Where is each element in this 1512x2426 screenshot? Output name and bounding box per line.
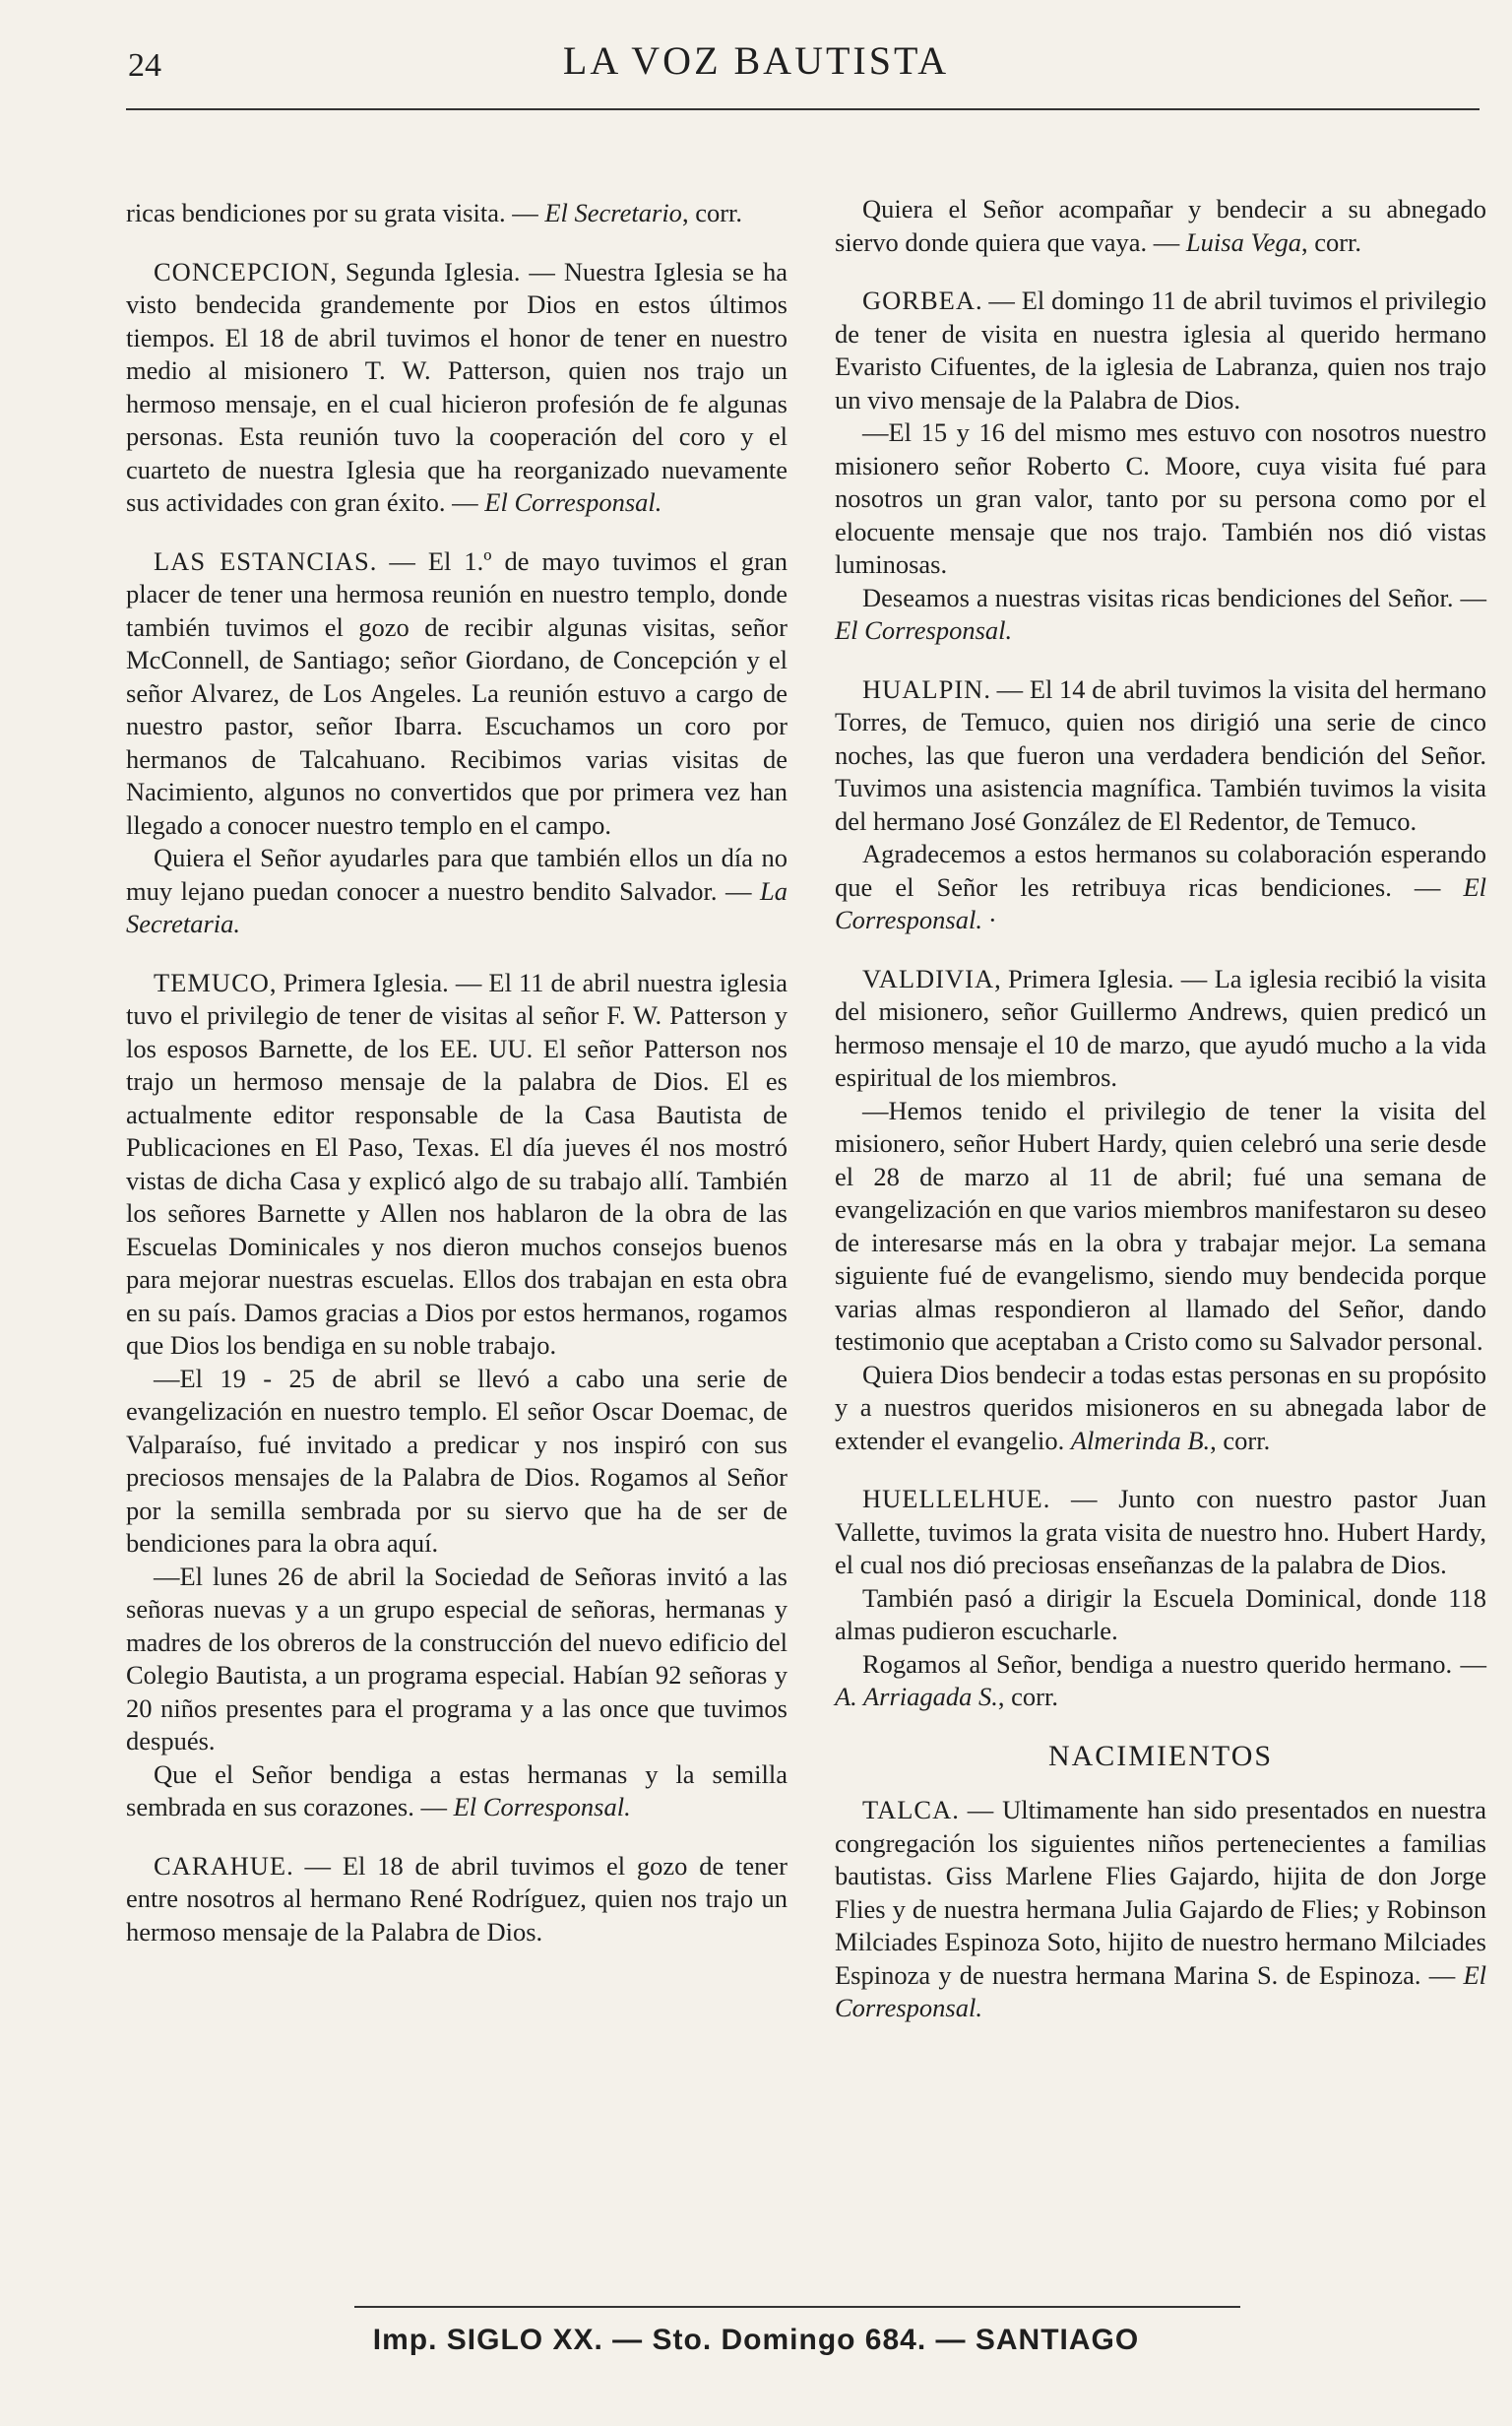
section-talca: TALCA. — Ultimamente han sido presentados en nuestra congregación los siguientes niños pertenecientes a familias bautistas. Giss Marlene Flies Gajardo, hijita de don Jorge Flies y de nuestra hermana Julia Gajardo de Flies; y Robinson Milciades Espinoza Soto, hijito de nuestro hermano Milciades Espinoza y de nuestra hermana Marina S. de Espinoza. — El Corresponsal. [835,1795,1486,2022]
running-head-title: LA VOZ BAUTISTA [562,38,950,83]
section-valdivia: VALDIVIA, Primera Iglesia. — La iglesia recibió la visita del misionero, señor Guillermo Andrews, quien predicó un hermoso mensaje el 10 de marzo, que ayudó mucho a la vida espiritual de los miembros. —Hemos tenido el privilegio de tener la visita del misionero, señor Hubert Hardy, quien celebró una serie desde el 28 de marzo al 11 de abril; fué una semana de evangelización en que varios miembros manifestaron su deseo de interesarse más en la obra y trabajar mejor. La semana siguiente fué de evangelismo, siendo muy bendecida porque varias almas respondieron al llamado del Señor, dando testimonio que aceptaban a Cristo como su Salvador personal. Quiera Dios bendecir a todas estas personas en su propósito y a nuestros queridos misioneros en su abnegada labor de extender el evangelio. Almerinda B., corr. [835,963,1486,1455]
place-name: HUELLELHUE [862,1484,1043,1513]
section-las-estancias: LAS ESTANCIAS. — El 1.º de mayo tuvimos el gran placer de tener una hermosa reunión en nuestro templo, donde también tuvimos el gozo de recibir algunas visitas, señor McConnell, de Santiago; señor Giordano, de Concepción y el señor Alvarez, de Los Angeles. La reunión estuvo a cargo de nuestro pastor, señor Ibarra. Escuchamos un coro por hermanos de Talcahuano. Recibimos varias visitas de Nacimiento, algunos no convertidos que por primera vez han llegado a conocer nuestro templo en el campo. Quiera el Señor ayudarles para que también ellos un día no muy lejano puedan conocer a nuestro bendito Salvador. — La Secretaria. [126,545,788,938]
signature: El Corresponsal. [835,615,1013,645]
section-intro-right: Quiera el Señor acompañar y bendecir a su abnegado siervo donde quiera que vaya. — Luisa Vega, corr. [835,194,1486,257]
signature: El Corresponsal. [484,487,662,517]
section-gorbea: GORBEA. — El domingo 11 de abril tuvimos el privilegio de tener de visita en nuestra iglesia al querido hermano Evaristo Cifuentes, de la iglesia de Labranza, quien nos trajo un vivo mensaje de la Palabra de Dios. —El 15 y 16 del mismo mes estuvo con nosotros nuestro misionero señor Roberto C. Moore, cuya visita fué para nosotros un gran valor, tanto por su persona como por el elocuente mensaje que nos trajo. También nos dió vistas luminosas. Deseamos a nuestras visitas ricas bendiciones del Señor. — El Corresponsal. [835,286,1486,645]
place-name: VALDIVIA [862,963,995,993]
place-name: CARAHUE [154,1850,287,1881]
place-name: TEMUCO [154,967,270,997]
signature: Almerinda B. [1070,1425,1211,1455]
printer-imprint: Imp. SIGLO XX. — Sto. Domingo 684. — SANTIAGO [372,2324,1140,2356]
section-carahue: CARAHUE. — El 18 de abril tuvimos el gozo de tener entre nosotros al hermano René Rodríguez, quien nos trajo un hermoso mensaje de la Palabra de Dios. [126,1850,788,1947]
signature: La Secretaria. [126,875,788,938]
section-hualpin: HUALPIN. — El 14 de abril tuvimos la visita del hermano Torres, de Temuco, quien nos dirigió una serie de cinco noches, las que fueron una verdadera bendición del Señor. Tuvimos una asistencia magnífica. También tuvimos la visita del hermano José González de El Redentor, de Temuco. Agradecemos a estos hermanos su colaboración esperando que el Señor les retribuya ricas bendiciones. — El Corresponsal. · [835,673,1486,934]
place-name: LAS ESTANCIAS [154,545,370,576]
left-column [126,197,788,1974]
signature: El Corresponsal. · [835,871,1486,934]
place-name: TALCA [862,1795,953,1824]
page-number: 24 [128,47,161,84]
section-temuco: TEMUCO, Primera Iglesia. — El 11 de abril nuestra iglesia tuvo el privilegio de tener de visitas al señor F. W. Patterson y los esposos Barnette, de los EE. UU. El señor Patterson nos trajo un hermoso mensaje de la palabra de Dios. El es actualmente editor responsable de la Casa Bautista de Publicaciones en El Paso, Texas. El día jueves él nos mostró vistas de dicha Casa y explicó algo de su trabajo allí. También los señores Barnette y Allen nos hablaron de la obra de las Escuelas Dominicales y nos dieron muchos consejos buenos para mejorar nuestras escuelas. Ellos dos trabajan en esta obra en su país. Damos gracias a Dios por estos hermanos, rogamos que Dios los bendiga en su noble trabajo. —El 19 - 25 de abril se llevó a cabo una serie de evangelización en nuestro templo. El señor Oscar Doemac, de Valparaíso, fué invitado a predicar y nos inspiró con sus preciosos mensajes de la Palabra de Dios. Rogamos al Señor por la semilla sembrada por su siervo que ha de ser de bendiciones para la obra aquí. —El lunes 26 de abril la Sociedad de Señoras invitó a las señoras nuevas y a un grupo especial de señoras, hermanas y madres de los obreros de la construcción del nuevo edificio del Colegio Bautista, a un programa especial. Habían 92 señoras y 20 niños presentes para el programa y a las once que tuvimos después. Que el Señor bendiga a estas hermanas y la semilla sembrada en sus corazones. — El Corresponsal. [126,967,788,1821]
section-concepcion: CONCEPCION, Segunda Iglesia. — Nuestra Iglesia se ha visto bendecida grandemente por Dios en estos últimos tiempos. El 18 de abril tuvimos el honor de tener en nuestro medio al misionero T. W. Patterson, quien nos trajo un hermoso mensaje, en el cual hicieron profesión de fe algunas personas. Esta reunión tuvo la cooperación del coro y el cuarteto de nuestra Iglesia que ha reorganizado nuevamente sus actividades con gran éxito. — El Corresponsal. [126,256,788,517]
section-intro-left: ricas bendiciones por su grata visita. — El Secretario, corr. [126,198,743,227]
place-name: CONCEPCION [154,256,331,287]
section-huellelhue: HUELLELHUE. — Junto con nuestro pastor Juan Vallette, tuvimos la grata visita de nuestro hno. Hubert Hardy, el cual nos dió preciosas enseñanzas de la palabra de Dios. También pasó a dirigir la Escuela Dominical, donde 118 almas pudieron escucharle. Rogamos al Señor, bendiga a nuestro querido hermano. — A. Arriagada S., corr. [835,1484,1486,1711]
section-heading-nacimientos: NACIMIENTOS [1047,1739,1274,1772]
footer-rule [354,2306,1240,2308]
header-rule [126,108,1480,110]
signature: El Corresponsal. [453,1792,631,1821]
signature: El Corresponsal. [835,1959,1486,2022]
signature: El Secretario [544,198,682,227]
right-column [835,193,1486,2051]
place-name: GORBEA [862,286,976,315]
signature: Luisa Vega [1185,226,1301,257]
place-name: HUALPIN [862,673,984,704]
signature: A. Arriagada S. [835,1682,998,1711]
